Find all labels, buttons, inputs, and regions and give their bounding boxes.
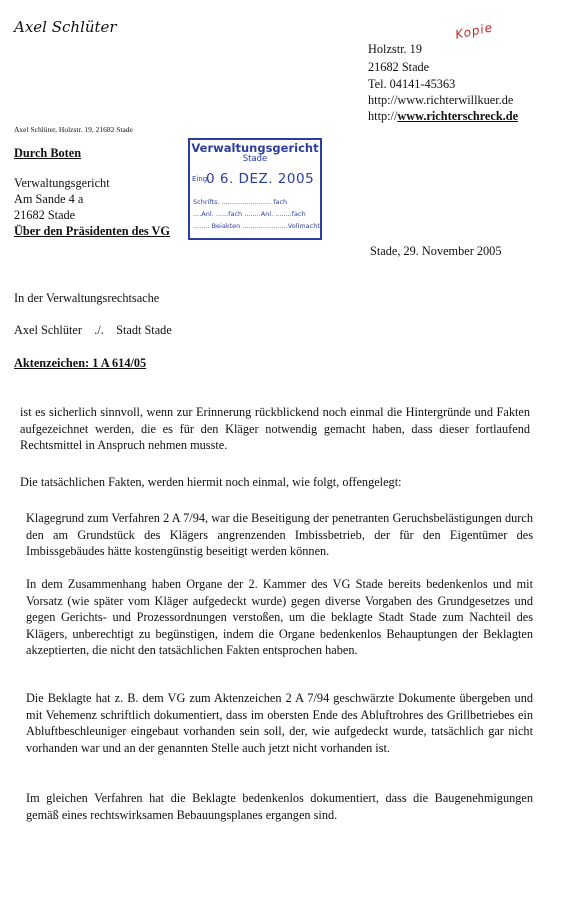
copy-mark: Kopie: [453, 20, 495, 42]
stamp-date: 0 6. DEZ. 2005: [206, 171, 315, 187]
paragraph-2: Die tatsächlichen Fakten, werden hiermit noch einmal, wie folgt, offengelegt:: [20, 475, 402, 489]
stamp-row-2: ....Anl. ......fach ........Anl. ........fach: [193, 210, 306, 218]
stamp-row-1: Schrifts. ........................ fach: [193, 198, 288, 206]
address-phone: Tel. 04141-45363: [368, 77, 456, 91]
paragraph-4: In dem Zusammenhang haben Organe der 2. Kammer des VG Stade bereits bedenkenlos und mit Vorsatz (wie später vom Kläger aufgedeckt wurde) gegen diverse Vorgaben des Grundgesetzes und gegen Gerichts- und Prozessordnungen verstoßen, um die beklagte Stadt Stade zum Nachteil des Klägers, unberechtigt zu begünstigen, indem die Organe bedenkenlos Behauptungen der Beklagten akzeptierten, die nicht den tatsächlichen Fakten entsprochen haben.: [26, 577, 533, 657]
stamp-city: Stade: [242, 154, 268, 164]
recipient-line-3: 21682 Stade: [14, 208, 76, 222]
file-number: Aktenzeichen: 1 A 614/05: [14, 356, 147, 370]
paragraph-5: Die Beklagte hat z. B. dem VG zum Aktenzeichen 2 A 7/94 geschwärzte Dokumente übergeben und mit Vehemenz schriftlich dokumentiert, dass im obersten Ende des Abluftrohres des Grillbetriebes ein Abluftbeschleuniger eingebaut vorhanden sein soll, der, wie aufgedeckt wurde, tatsächlich gar nicht vorhanden war und an der genannten Stelle auch jetzt nicht vorhanden ist.: [26, 691, 533, 755]
recipient-via: Über den Präsidenten des VG: [14, 224, 170, 238]
delivery-note: Durch Boten: [14, 146, 82, 160]
address-url-1: http://www.richterwillkuer.de: [368, 93, 514, 107]
paragraph-6: Im gleichen Verfahren hat die Beklagte bedenkenlos dokumentiert, dass die Baugenehmigungen gemäß eines rechtswirksamen Bebauungsplanes ergangen sind.: [26, 791, 533, 822]
letterhead-name: Axel Schlüter: [14, 18, 117, 36]
date-line: Stade, 29. November 2005: [370, 244, 502, 258]
subject-intro: In der Verwaltungsrechtsache: [14, 291, 160, 305]
stamp-received-label: Eing.: [192, 175, 210, 183]
subject-parties: Axel Schlüter ./. Stadt Stade: [14, 323, 172, 337]
address-street: Holzstr. 19: [368, 42, 422, 56]
recipient-line-2: Am Sande 4 a: [14, 192, 84, 206]
stamp-row-3: ........ Beiakten ......................Vollmacht: [193, 222, 320, 230]
address-city: 21682 Stade: [368, 60, 430, 74]
address-url-2: [368, 109, 518, 124]
received-stamp: [188, 138, 322, 240]
paragraph-3: Klagegrund zum Verfahren 2 A 7/94, war die Beseitigung der penetranten Geruchsbelästigungen durch den am Grundstück des Klägers angrenzenden Imbissbetrieb, der für den Eigentümer des Imbissgebäudes hätte kostengünstig beseitigt werden können.: [26, 511, 533, 558]
url-prefix: http://: [368, 109, 398, 123]
sender-line: Axel Schlüter, Holzstr. 19, 21682 Stade: [14, 125, 133, 134]
url-link: www.richterschreck.de: [397, 109, 519, 123]
recipient-line-1: Verwaltungsgericht: [14, 176, 110, 190]
stamp-court: Verwaltungsgericht: [191, 141, 319, 155]
paragraph-1: ist es sicherlich sinnvoll, wenn zur Erinnerung rückblickend noch einmal die Hintergründe und Fakten aufgezeichnet werden, die es für den Kläger notwendig gemacht haben, dass dieser fortlaufend Rechtsmittel in Anspruch nehmen musste.: [20, 405, 530, 452]
